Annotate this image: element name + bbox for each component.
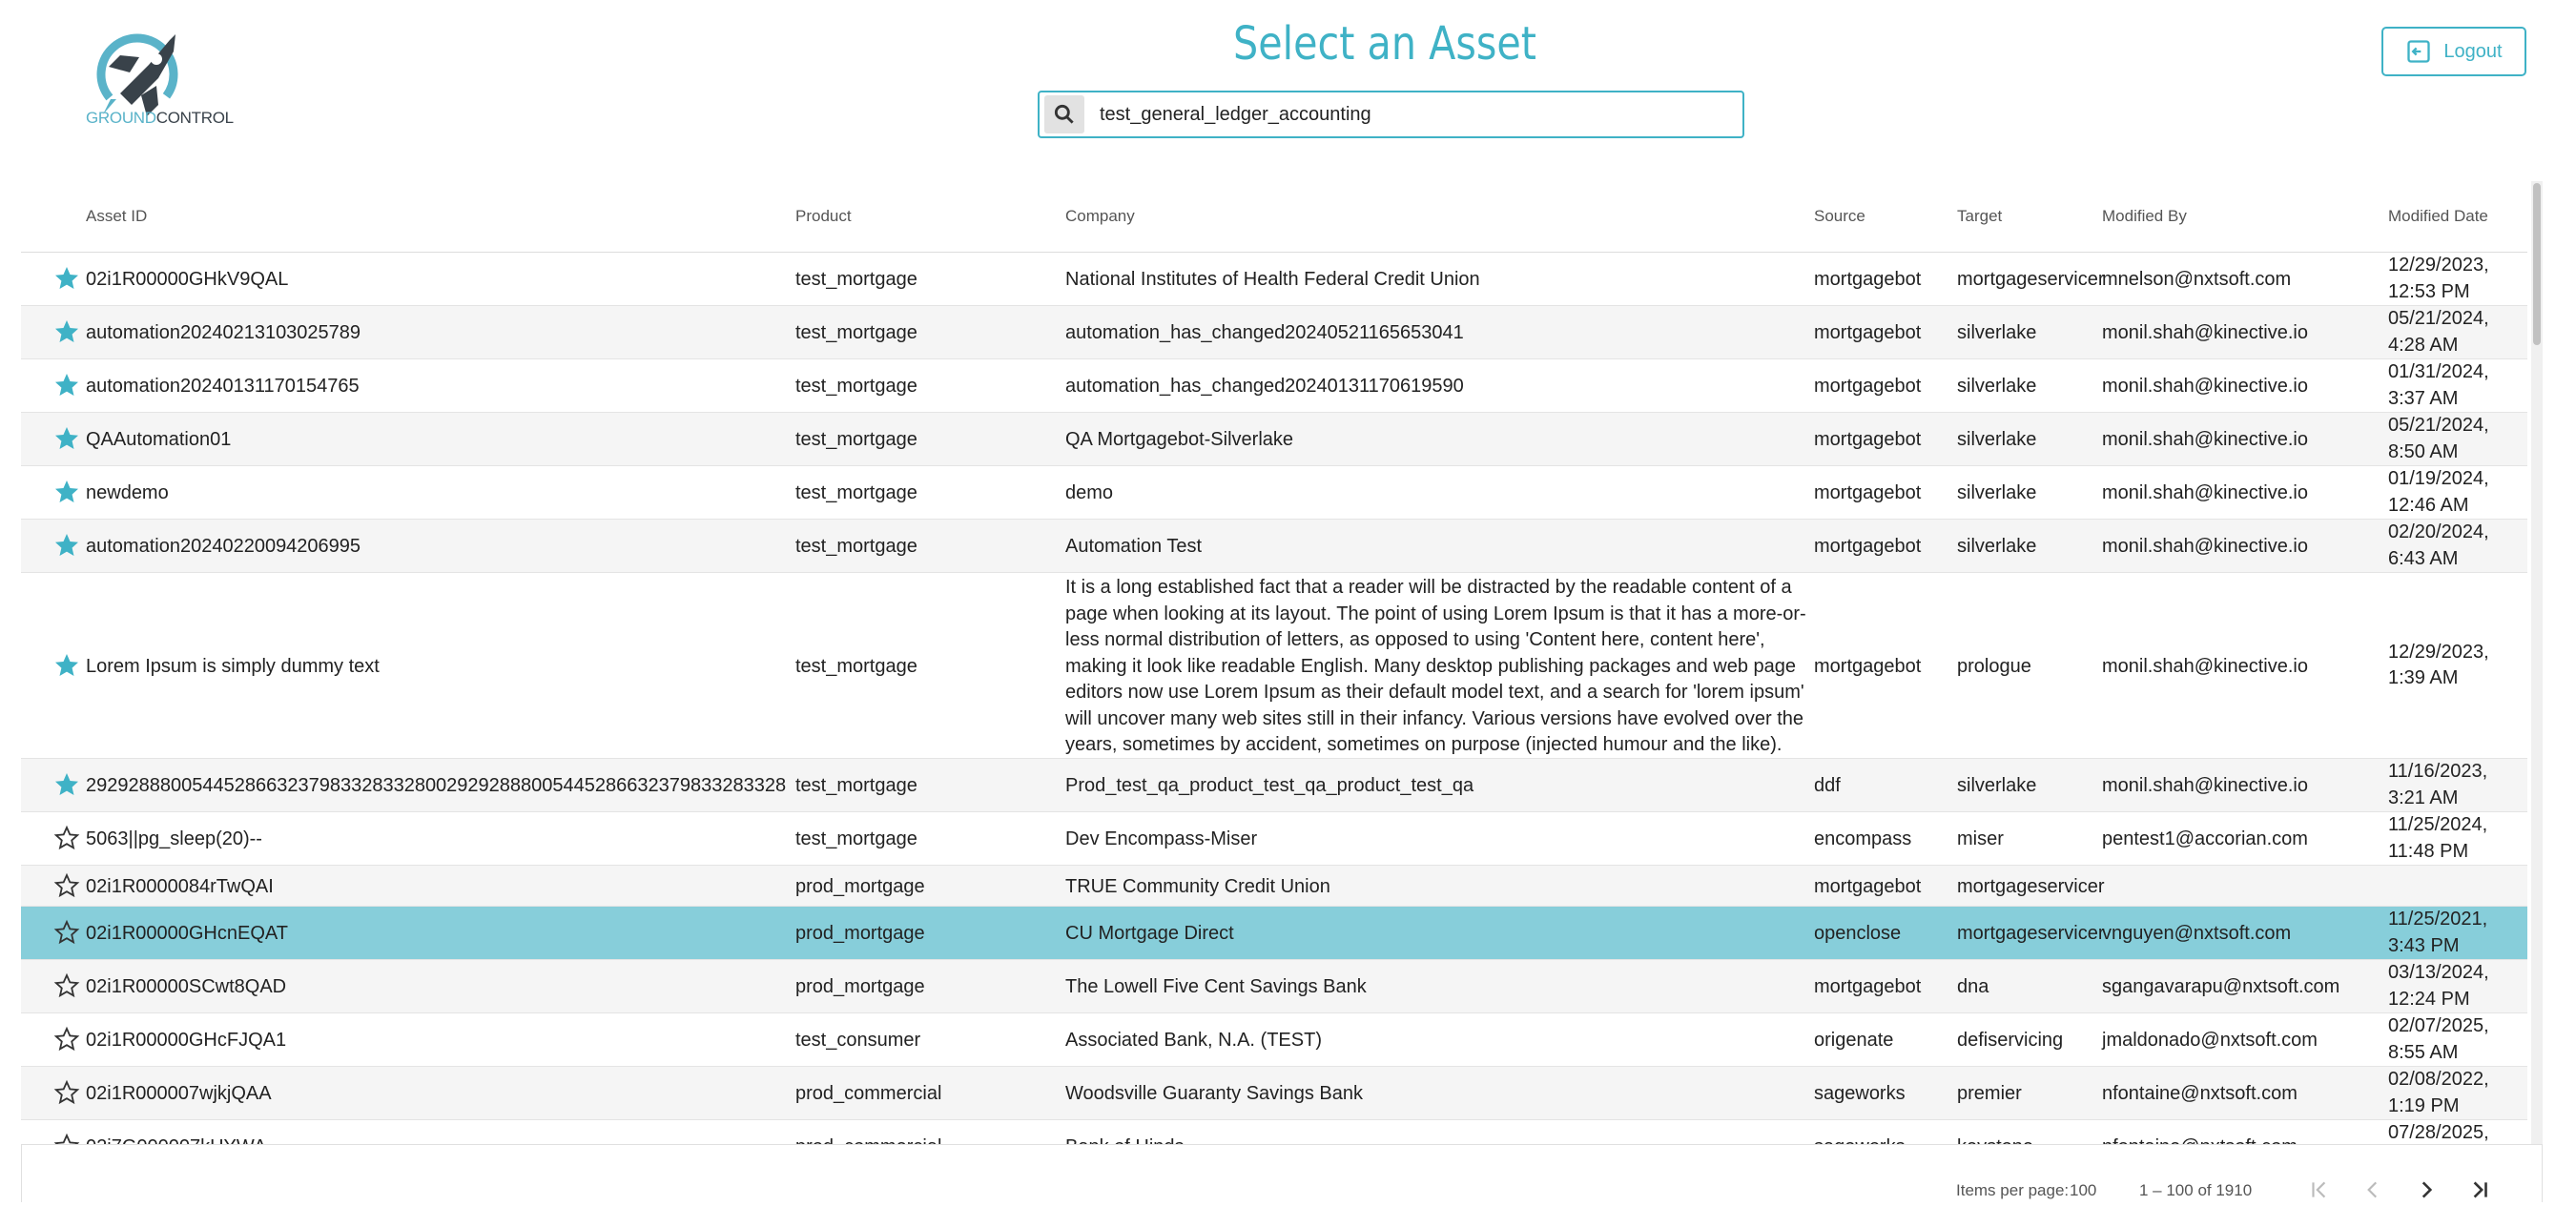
asset-id-cell: Lorem Ipsum is simply dummy text [86,655,380,677]
table-row[interactable] [21,359,2527,413]
source-cell: ddf [1814,775,1841,796]
company-cell: Associated Bank, N.A. (TEST) [1065,1030,1322,1051]
star-filled-icon[interactable] [53,532,80,559]
table-row[interactable] [21,812,2527,866]
source-cell: mortgagebot [1814,976,1922,997]
paginator [21,1144,2543,1202]
column-header-company[interactable]: Company [1065,207,1135,225]
asset-id-cell: QAAutomation01 [86,429,232,450]
asset-id-cell: 02i1R000007wjkjQAA [86,1083,272,1104]
target-cell: silverlake [1957,775,2037,796]
modified-time-line: 12:46 AM [2388,494,2469,516]
column-header-product[interactable]: Product [795,207,852,225]
modified-time-line: 8:55 AM [2388,1041,2459,1063]
table-row[interactable] [21,306,2527,359]
table-row[interactable] [21,1067,2527,1120]
asset-id-cell: 02i1R00000GHkV9QAL [86,269,289,290]
modified-by-cell: pentest1@accorian.com [2102,828,2308,849]
search-input[interactable] [1100,104,1710,126]
asset-id-cell: newdemo [86,482,169,503]
product-cell: test_mortgage [795,429,917,450]
source-cell: mortgagebot [1814,322,1922,343]
target-cell: silverlake [1957,482,2037,503]
modified-by-cell: jmaldonado@nxtsoft.com [2102,1030,2318,1051]
target-cell: dna [1957,976,1989,997]
target-cell: silverlake [1957,536,2037,557]
modified-date-line: 02/07/2025, [2388,1015,2489,1036]
modified-by-cell: vnguyen@nxtsoft.com [2102,923,2292,944]
target-cell: mortgageservicer [1957,269,2105,290]
modified-date-cell [2388,520,2489,572]
modified-date-line: 07/28/2025, [2388,1122,2489,1143]
source-cell: openclose [1814,923,1902,944]
source-cell: mortgagebot [1814,482,1922,503]
source-cell: mortgagebot [1814,269,1922,290]
table-row[interactable] [21,866,2527,907]
modified-date-cell [2388,306,2489,358]
logo-wordmark: GROUNDCONTROL [86,109,234,127]
star-filled-icon[interactable] [53,425,80,452]
column-header-modified-date[interactable]: Modified Date [2388,207,2488,225]
modified-by-cell: monil.shah@kinective.io [2102,536,2308,557]
previous-page-button[interactable] [2357,1174,2389,1206]
product-cell: prod_mortgage [795,976,925,997]
next-page-button[interactable] [2410,1174,2442,1206]
target-cell: mortgageservicer [1957,875,2105,897]
product-cell: test_mortgage [795,536,917,557]
star-outline-icon[interactable] [53,919,80,946]
product-cell: test_mortgage [795,376,917,397]
product-cell: test_mortgage [795,269,917,290]
asset-id-cell: 5063||pg_sleep(20)-- [86,828,262,849]
target-cell: mortgageservicer [1957,923,2105,944]
modified-date-cell [2388,759,2487,811]
company-cell: automation_has_changed20240521165653041 [1065,322,1464,343]
modified-by-cell: monil.shah@kinective.io [2102,655,2308,677]
modified-date-line: 03/13/2024, [2388,962,2489,983]
star-filled-icon[interactable] [53,652,80,679]
asset-id-cell: 02i1R0000084rTwQAI [86,875,274,897]
table-row[interactable] [21,759,2527,812]
modified-date-cell [2388,1120,2489,1147]
asset-table [21,181,2527,1144]
page-range-label: 1 – 100 of 1910 [2139,1181,2253,1199]
source-cell: encompass [1814,828,1912,849]
product-cell: test_mortgage [795,775,917,796]
company-cell: TRUE Community Credit Union [1065,875,1330,897]
chevron-right-icon [2414,1177,2439,1202]
star-filled-icon[interactable] [53,318,80,345]
star-filled-icon[interactable] [53,372,80,399]
modified-date-line: 01/19/2024, [2388,468,2489,489]
star-outline-icon[interactable] [53,972,80,999]
modified-by-cell: sgangavarapu@nxtsoft.com [2102,976,2340,997]
product-cell: test_mortgage [795,322,917,343]
company-cell: demo [1065,482,1114,503]
modified-date-line: 05/21/2024, [2388,415,2489,436]
source-cell: mortgagebot [1814,875,1922,897]
table-row[interactable] [21,520,2527,573]
modified-time-line: 3:21 AM [2388,787,2459,808]
company-cell: QA Mortgagebot-Silverlake [1065,429,1294,450]
modified-date-line: 11/16/2023, [2388,761,2488,782]
modified-by-cell: monil.shah@kinective.io [2102,482,2308,503]
column-header-target[interactable]: Target [1957,207,2003,225]
table-body [21,253,2527,1174]
source-cell: mortgagebot [1814,655,1922,677]
column-header-source[interactable]: Source [1814,207,1865,225]
modified-time-line: 11:48 PM [2388,840,2469,862]
modified-date-cell [2388,359,2489,412]
modified-date-line: 12/29/2023, [2388,255,2489,276]
table-row[interactable] [21,960,2527,1013]
column-header-asset-id[interactable]: Asset ID [86,207,148,225]
asset-id-cell: 02i1R00000GHcnEQAT [86,923,288,944]
modified-by-cell: monil.shah@kinective.io [2102,376,2308,397]
table-row[interactable] [21,1013,2527,1067]
table-row[interactable] [21,466,2527,520]
modified-date-line: 01/31/2024, [2388,361,2489,382]
items-per-page-select[interactable]: 100 [2070,1181,2097,1199]
product-cell: prod_mortgage [795,923,925,944]
modified-time-line: 1:19 PM [2388,1094,2460,1116]
modified-date-cell [2388,812,2487,865]
logout-button[interactable] [2381,27,2526,76]
modified-time-line: 4:28 AM [2388,334,2459,356]
star-filled-icon[interactable] [53,265,80,292]
modified-date-cell [2388,466,2489,519]
logout-label: Logout [2443,40,2503,62]
star-outline-icon[interactable] [53,825,80,851]
modified-date-cell [2388,1067,2489,1119]
search-icon [1052,102,1077,127]
asset-id-cell: 02i1R00000GHcFJQA1 [86,1030,287,1051]
modified-date-line: 11/25/2024, [2388,814,2488,835]
product-cell: prod_mortgage [795,875,925,897]
product-cell: test_mortgage [795,828,917,849]
modified-date-line: 05/21/2024, [2388,308,2489,329]
company-cell: Dev Encompass-Miser [1065,828,1258,849]
modified-time-line: 6:43 AM [2388,547,2459,569]
star-outline-icon[interactable] [53,1079,80,1106]
modified-date-line: 02/08/2022, [2388,1069,2489,1090]
asset-id-cell: 292928880054452866323798332833280029292888005445286632379833283328 [86,775,787,796]
last-page-button[interactable] [2463,1174,2496,1206]
company-cell: National Institutes of Health Federal Credit Union [1065,269,1480,290]
modified-by-cell: monil.shah@kinective.io [2102,322,2308,343]
modified-time-line: 12:24 PM [2388,988,2470,1010]
modified-date-line: 12/29/2023, [2388,641,2489,663]
last-page-icon [2467,1177,2492,1202]
star-outline-icon[interactable] [53,1026,80,1053]
modified-date-cell [2388,960,2489,1012]
target-cell: premier [1957,1083,2022,1104]
modified-date-cell [2388,1013,2489,1066]
company-cell: CU Mortgage Direct [1065,923,1234,944]
target-cell: defiservicing [1957,1030,2064,1051]
modified-time-line: 8:50 AM [2388,440,2459,462]
company-cell: The Lowell Five Cent Savings Bank [1065,976,1367,997]
asset-id-cell: 02i1R00000SCwt8QAD [86,976,287,997]
modified-date-cell [2388,253,2489,305]
star-outline-icon[interactable] [53,872,80,899]
modified-by-cell: monil.shah@kinective.io [2102,775,2308,796]
source-cell: mortgagebot [1814,429,1922,450]
modified-date-line: 11/25/2021, [2388,909,2488,930]
table-row[interactable] [21,573,2527,759]
table-row[interactable] [21,413,2527,466]
modified-time-line: 3:37 AM [2388,387,2459,409]
table-scrollbar[interactable] [2531,181,2543,1146]
search-button[interactable] [1044,95,1084,133]
company-cell: Prod_test_qa_product_test_qa_product_test_qa [1065,775,1474,796]
company-cell: Woodsville Guaranty Savings Bank [1065,1083,1364,1104]
modified-by-cell: monil.shah@kinective.io [2102,429,2308,450]
modified-by-cell: mnelson@nxtsoft.com [2102,269,2292,290]
modified-time-line: 3:43 PM [2388,934,2460,956]
target-cell: prologue [1957,655,2031,677]
modified-date-line: 02/20/2024, [2388,521,2489,542]
logout-icon [2405,38,2432,65]
asset-id-cell: automation20240213103025789 [86,322,361,343]
target-cell: silverlake [1957,376,2037,397]
product-cell: test_consumer [795,1030,921,1051]
search-box [1038,91,1744,138]
chevron-left-icon [2360,1177,2385,1202]
source-cell: mortgagebot [1814,376,1922,397]
target-cell: miser [1957,828,2004,849]
page-title: Select an Asset [1233,17,1536,71]
scrollbar-thumb[interactable] [2533,183,2541,345]
asset-id-cell: automation20240131170154765 [86,376,360,397]
table-header [21,181,2527,253]
modified-date-cell [2388,413,2489,465]
asset-id-cell: automation20240220094206995 [86,536,361,557]
table-row[interactable] [21,253,2527,306]
items-per-page-label: Items per page: [1956,1181,2070,1199]
product-cell: prod_commercial [795,1083,942,1104]
star-filled-icon[interactable] [53,771,80,798]
company-cell: It is a long established fact that a reader will be distracted by the readable content of a page when looking at its layout. The point of using Lorem Ipsum is that it has a more-or-less normal distribution of letters, as opposed to using 'Content here, content here', making it look like readable English. Many desktop publishing packages and web page editors now use Lorem Ipsum as their default model text, and a search for 'lorem ipsum' will uncover many web sites still in their infancy. Various versions have evolved over the years, sometimes by accident, sometimes on purpose (injected humour and the like). [1065,577,1806,755]
company-cell: automation_has_changed20240131170619590 [1065,376,1464,397]
modified-date-cell [2388,907,2487,959]
first-page-button[interactable] [2303,1174,2336,1206]
modified-by-cell: nfontaine@nxtsoft.com [2102,1083,2298,1104]
modified-time-line: 12:53 PM [2388,280,2470,302]
source-cell: origenate [1814,1030,1894,1051]
source-cell: sageworks [1814,1083,1906,1104]
modified-time-line: 1:39 AM [2388,667,2459,688]
product-cell: test_mortgage [795,655,917,677]
modified-date-cell [2388,640,2489,692]
source-cell: mortgagebot [1814,536,1922,557]
product-cell: test_mortgage [795,482,917,503]
company-cell: Automation Test [1065,536,1203,557]
first-page-icon [2307,1177,2332,1202]
target-cell: silverlake [1957,429,2037,450]
table-row[interactable] [21,907,2527,960]
star-filled-icon[interactable] [53,479,80,505]
target-cell: silverlake [1957,322,2037,343]
column-header-modified-by[interactable]: Modified By [2102,207,2187,225]
